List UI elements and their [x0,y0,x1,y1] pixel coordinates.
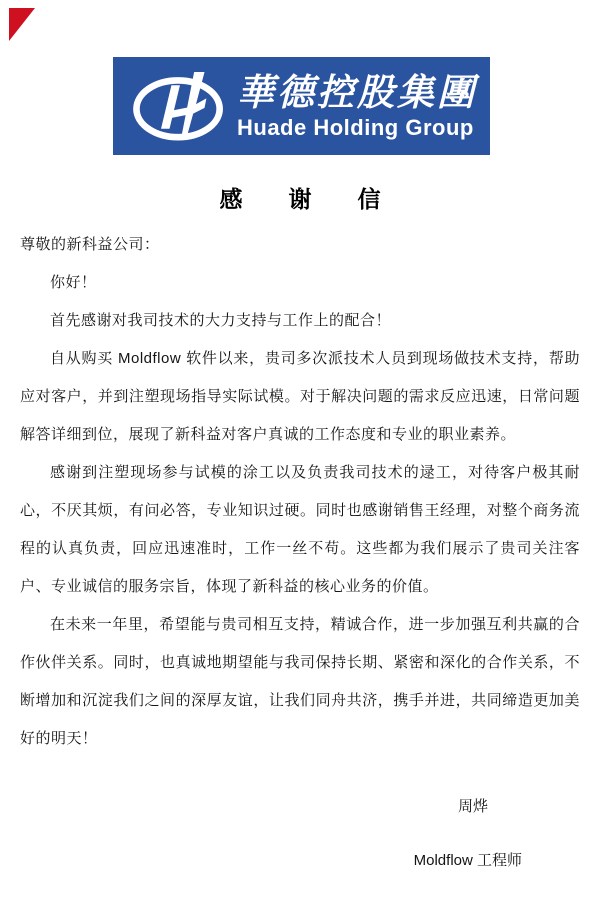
salutation: 尊敬的新科益公司： [20,236,160,253]
signature-name: 周烨 [457,798,488,815]
brand-name-english: Huade Holding Group [237,114,474,140]
signature-block [0,795,600,870]
letter-title: 感 谢 信 [219,186,381,212]
paragraph-staff-thanks: 感谢到注塑现场参与试模的涂工以及负责我司技术的逯工，对待客户极其耐心，不厌其烦，有问必答，专业知识过硬。同时也感谢销售王经理，对整个商务流程的认真负责，回应迅速准时，工作一丝不苟。这些都为我们展示了贵司关注客户、专业诚信的服务宗旨，体现了新科益的核心业务的价值。 [20,464,580,595]
header-banner [113,57,490,155]
huade-logo-icon [127,65,231,147]
brand-name-chinese: 華德控股集團 [237,70,477,115]
signature-title: Moldflow 工程师 [413,852,522,869]
paragraph-moldflow-support: 自从购买 Moldflow 软件以来，贵司多次派技术人员到现场做技术支持，帮助应对客户，并到注塑现场指导实际试模。对于解决问题的需求反应迅速，日常问题解答详细到位，展现了新科益对客户真诚的工作态度和专业的职业素养。 [20,350,580,443]
letter-body [20,226,580,758]
red-corner-mark [9,8,35,41]
paragraph-greeting: 你好！ [50,274,97,291]
brand-block [237,70,480,140]
paragraph-future-cooperation: 在未来一年里，希望能与贵司相互支持，精诚合作，进一步加强互利共赢的合作伙伴关系。同时，也真诚地期望能与我司保持长期、紧密和深化的合作关系，不断增加和沉淀我们之间的深厚友谊，让我们同舟共济，携手并进，共同缔造更加美好的明天！ [20,616,580,747]
paragraph-thanks-intro: 首先感谢对我司技术的大力支持与工作上的配合！ [50,312,392,329]
